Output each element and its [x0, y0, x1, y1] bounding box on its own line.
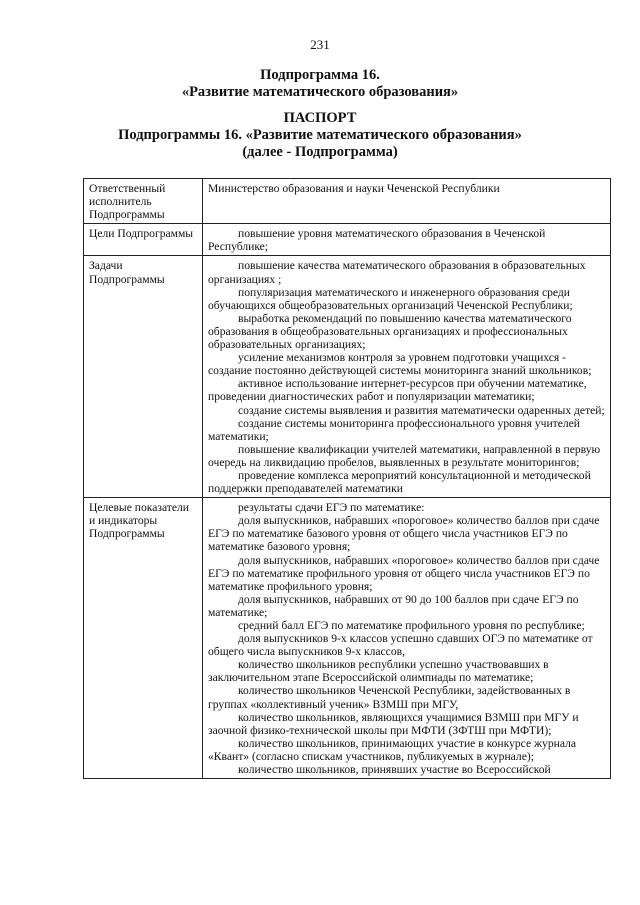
row-content [203, 256, 611, 498]
document-title-block [0, 67, 640, 161]
task-item: повышение квалификации учителей математики, направленной в первую очередь на ликвидацию пробелов, выявленных в результате мониторингов; [208, 442, 601, 469]
subprogram-title: Подпрограмма 16. [260, 67, 380, 83]
row-content [203, 498, 611, 779]
task-item: проведение комплекса мероприятий консультационной и методической поддержки преподавателей математики [208, 468, 591, 496]
indicator-item: доля выпускников, набравших от 90 до 100 баллов при сдаче ЕГЭ по математике; [208, 592, 579, 619]
indicator-item: количество школьников республики успешно участвовавших в заключительном этапе Всероссийской олимпиады по математике; [208, 658, 549, 685]
row-text: Министерство образования и науки Чеченской Республики [208, 182, 500, 195]
row-label: Ответственный исполнитель Подпрограммы [84, 179, 203, 224]
task-item: создание системы выявления и развития математически одаренных детей; [238, 403, 605, 417]
indicator-item: количество школьников, принявших участие во Всероссийской [238, 763, 551, 777]
passport-subtitle-note: (далее - Подпрограмма) [242, 144, 398, 160]
task-item: создание системы мониторинга профессионального уровня учителей математики; [208, 416, 581, 443]
task-item: выработка рекомендаций по повышению качества математического образования в общеобразовательных организациях и профессиональных образовательных организациях; [208, 311, 572, 352]
row-content [203, 179, 611, 224]
indicator-item: средний балл ЕГЭ по математике профильного уровня по республике; [238, 619, 585, 632]
table-row-goals [84, 224, 611, 256]
page-number: 231 [310, 37, 330, 52]
row-label: Цели Подпрограммы [84, 224, 203, 256]
table-row-responsible [84, 179, 611, 224]
row-label: Целевые показатели и индикаторы Подпрограммы [84, 498, 203, 779]
indicator-item: доля выпускников, набравших «пороговое» количество баллов при сдаче ЕГЭ по математике базового уровня от общего числа участников ЕГЭ по математике базового уровня; [208, 514, 600, 554]
task-item: активное использование интернет-ресурсов при обучении математике, проведении диагностических работ и популяризации математики; [208, 377, 587, 404]
task-item: повышение качества математического образования в образовательных организациях ; [208, 259, 586, 286]
indicator-item: доля выпускников, набравших «пороговое» количество баллов при сдаче ЕГЭ по математике профильного уровня от общего числа участников ЕГЭ по математике профильного уровня; [208, 553, 600, 593]
table-row-tasks [84, 256, 611, 498]
indicator-item: количество школьников, являющихся учащимися ВЗМШ при МГУ и заочной физико-технической школы при МФТИ (ЗФТШ при МФТИ); [208, 710, 579, 737]
subprogram-name: «Развитие математического образования» [181, 84, 459, 100]
goal-item: повышение уровня математического образования в Чеченской Республике; [208, 227, 546, 254]
row-label: Задачи Подпрограммы [84, 256, 203, 498]
task-item: усиление механизмов контроля за уровнем подготовки учащихся - создание постоянно действующей системы мониторинга знаний школьников; [208, 351, 592, 378]
task-item: популяризация математического и инженерного образования среди обучающихся общеобразовательных организаций Чеченской Республики; [208, 285, 573, 312]
indicator-item: количество школьников, принимающих участие в конкурсе журнала «Квант» (согласно спискам участников, публикуемых в журнале); [208, 736, 576, 763]
passport-heading: ПАСПОРТ [283, 110, 357, 126]
row-content [203, 224, 611, 256]
indicator-item: доля выпускников 9-х классов успешно сдавших ОГЭ по математике от общего числа выпускников 9-х классов, [208, 632, 593, 659]
indicator-item: результаты сдачи ЕГЭ по математике: [238, 501, 425, 515]
passport-subtitle: Подпрограммы 16. «Развитие математического образования» [118, 127, 522, 143]
table-row-indicators [84, 498, 611, 779]
passport-table [83, 178, 611, 779]
indicator-item: количество школьников Чеченской Республики, задействованных в группах «коллективный ученик» ВЗМШ при МГУ, [208, 684, 571, 711]
